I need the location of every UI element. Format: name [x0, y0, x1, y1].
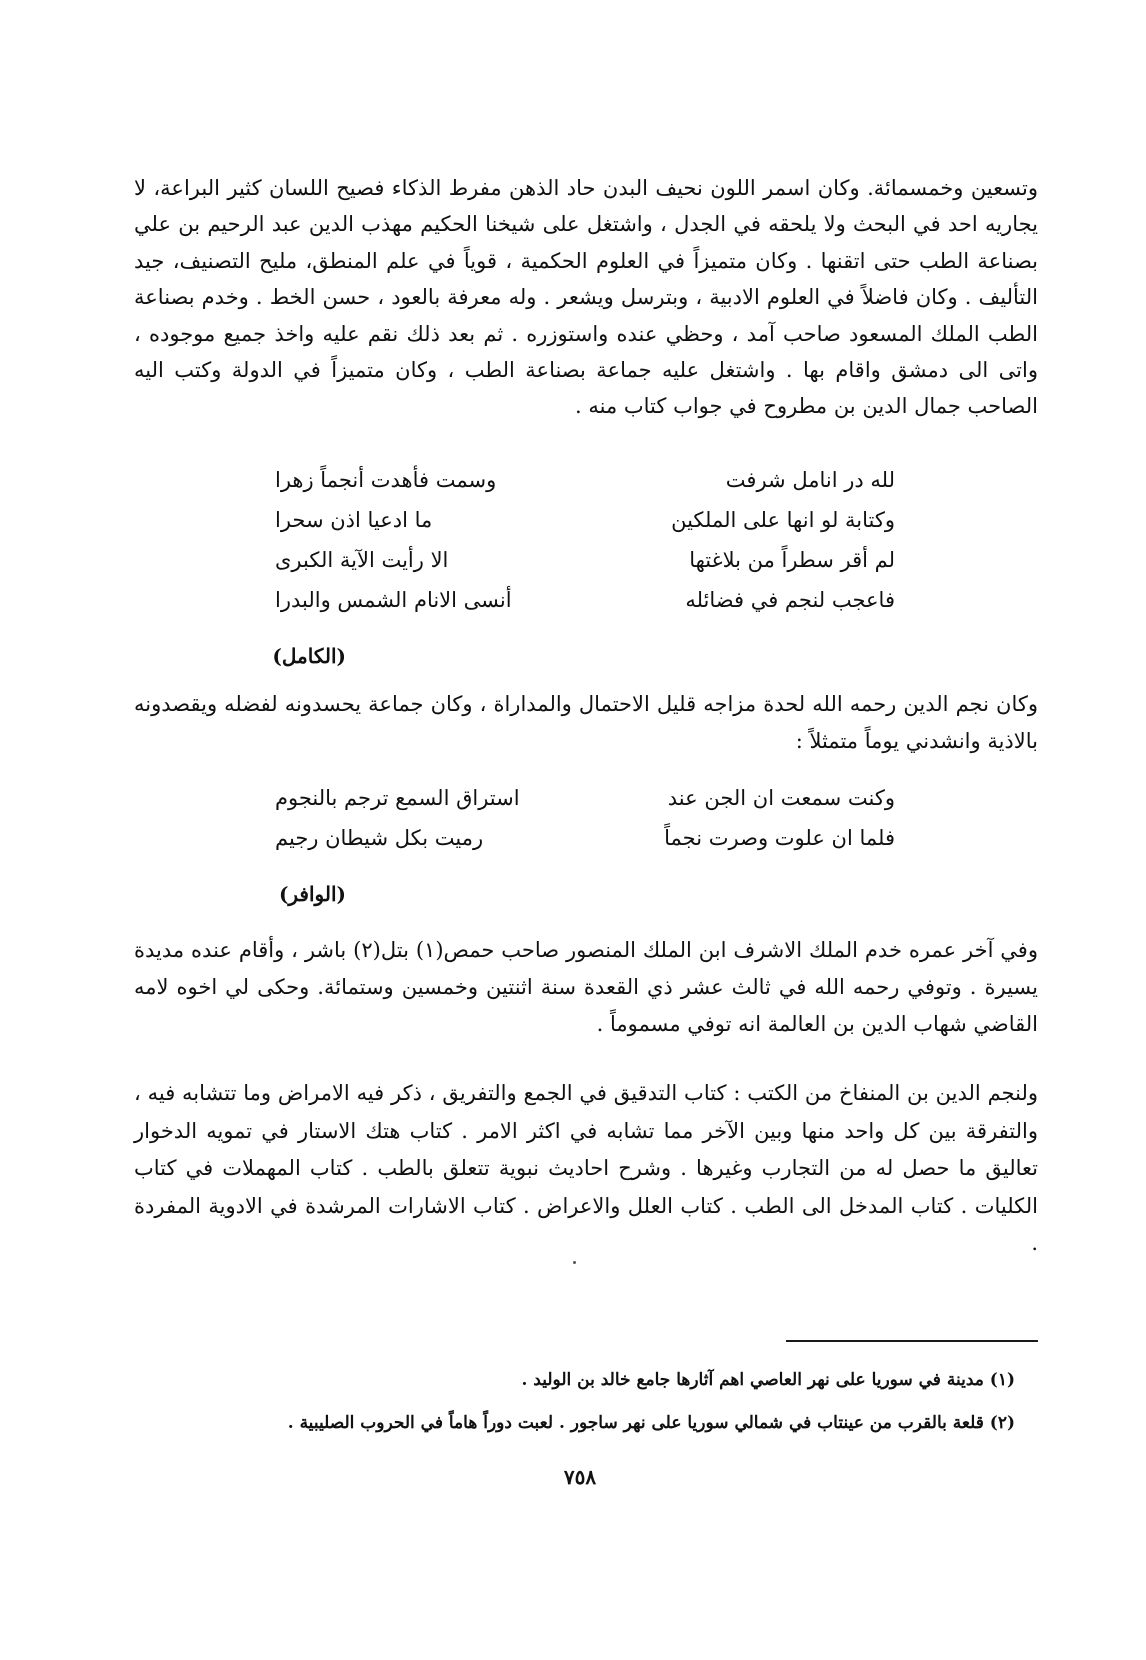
verse-first-hemistich: وكتابة لو انها على الملكين: [671, 508, 895, 532]
footnote: (١) مدينة في سوريا على نهر العاصي اهم آثارها جامع خالد بن الوليد .: [521, 1370, 1015, 1390]
verse-second-hemistich: استراق السمع ترجم بالنجوم: [275, 786, 520, 810]
footnote-separator: [786, 1340, 1038, 1342]
verse: [275, 500, 895, 540]
paragraph-temperament: [134, 686, 1038, 760]
paragraph-text: وتسعين وخمسمائة. وكان اسمر اللون نحيف البدن حاد الذهن مفرط الذكاء فصيح اللسان كثير البراعة، لا يجاريه احد في البحث ولا يلحقه في الجدل ، واشتغل على شيخنا الحكيم مهذب الدين عبد الرحيم بن علي بصناعة الطب حتى اتقنها . وكان متميزاً في العلوم الحكمية ، قوياً في علم المنطق، مليح التصنيف، جيد التأليف . وكان فاضلاً في العلوم الادبية ، وبترسل ويشعر . وله معرفة بالعود ، حسن الخط . وخدم بصناعة الطب الملك المسعود صاحب آمد ، وحظي عنده واستوزره . ثم بعد ذلك نقم عليه واخذ جميع موجوده ، واتى الى دمشق واقام بها . واشتغل عليه جماعة بصناعة الطب ، وكان متميزاً في الدولة وكتب اليه الصاحب جمال الدين بن مطروح في جواب كتاب منه .: [134, 176, 1038, 419]
verse-second-hemistich: الا رأيت الآية الكبرى: [275, 548, 449, 572]
paragraph-text: وفي آخر عمره خدم الملك الاشرف ابن الملك المنصور صاحب حمص(١) بتل(٢) باشر ، وأقام عنده مديدة يسيرة . وتوفي رحمه الله في ثالث عشر ذي القعدة سنة اثنتين وخمسين وستمائة. وحكى لي اخوه لامه القاضي شهاب الدين بن العالمة انه توفي مسموماً .: [134, 938, 1038, 1036]
paragraph-death: [134, 932, 1038, 1043]
poem-meter-label: (الكامل): [272, 644, 346, 668]
paragraph-text: وكان نجم الدين رحمه الله لحدة مزاجه قليل الاحتمال والمداراة ، وكان جماعة يحسدونه لفضله ويقصدونه بالاذية وانشدني يوماً متمثلاً :: [134, 692, 1038, 753]
verse: [275, 778, 895, 818]
verse-second-hemistich: وسمت فأهدت أنجماً زهرا: [275, 468, 497, 492]
verse: [275, 540, 895, 580]
verse-second-hemistich: رميت بكل شيطان رجيم: [275, 826, 484, 850]
verse-first-hemistich: فاعجب لنجم في فضائله: [685, 588, 895, 612]
verse: [275, 580, 895, 620]
poem-meter-label: (الوافر): [278, 882, 346, 906]
verse-second-hemistich: ما ادعيا اذن سحرا: [275, 508, 433, 532]
paragraph-text: ولنجم الدين بن المنفاخ من الكتب : كتاب التدقيق في الجمع والتفريق ، ذكر فيه الامراض وما تتشابه فيه ، والتفرقة بين كل واحد منها وبين الآخر مما تشابه في اكثر الامر . كتاب هتك الاستار في تمويه الدخوار تعاليق ما حصل له من التجارب وغيرها . وشرح احاديث نبوية تتعلق بالطب . كتاب المهملات في كتاب الكليات . كتاب المدخل الى الطب . كتاب العلل والاعراض . كتاب الاشارات المرشدة في الادوية المفردة .: [134, 1081, 1038, 1255]
verse-first-hemistich: فلما ان علوت وصرت نجماً: [664, 826, 895, 850]
print-speck: [573, 1261, 576, 1264]
page-number: ٧٥٨: [563, 1465, 597, 1489]
verse-first-hemistich: لم أقر سطراً من بلاغتها: [689, 548, 895, 572]
paragraph-works: [134, 1075, 1038, 1263]
verse-first-hemistich: وكنت سمعت ان الجن عند: [667, 786, 895, 810]
verse-second-hemistich: أنسى الانام الشمس والبدرا: [275, 588, 512, 612]
verse: [275, 818, 895, 858]
footnote: (٢) قلعة بالقرب من عينتاب في شمالي سوريا على نهر ساجور . لعبت دوراً هاماً في الحروب الصليبية .: [287, 1413, 1015, 1433]
poem-kamil: [275, 460, 895, 630]
poem-wafir: [275, 778, 895, 868]
verse-first-hemistich: لله در انامل شرفت: [725, 468, 895, 492]
paragraph-biography: [134, 170, 1038, 425]
verse: [275, 460, 895, 500]
